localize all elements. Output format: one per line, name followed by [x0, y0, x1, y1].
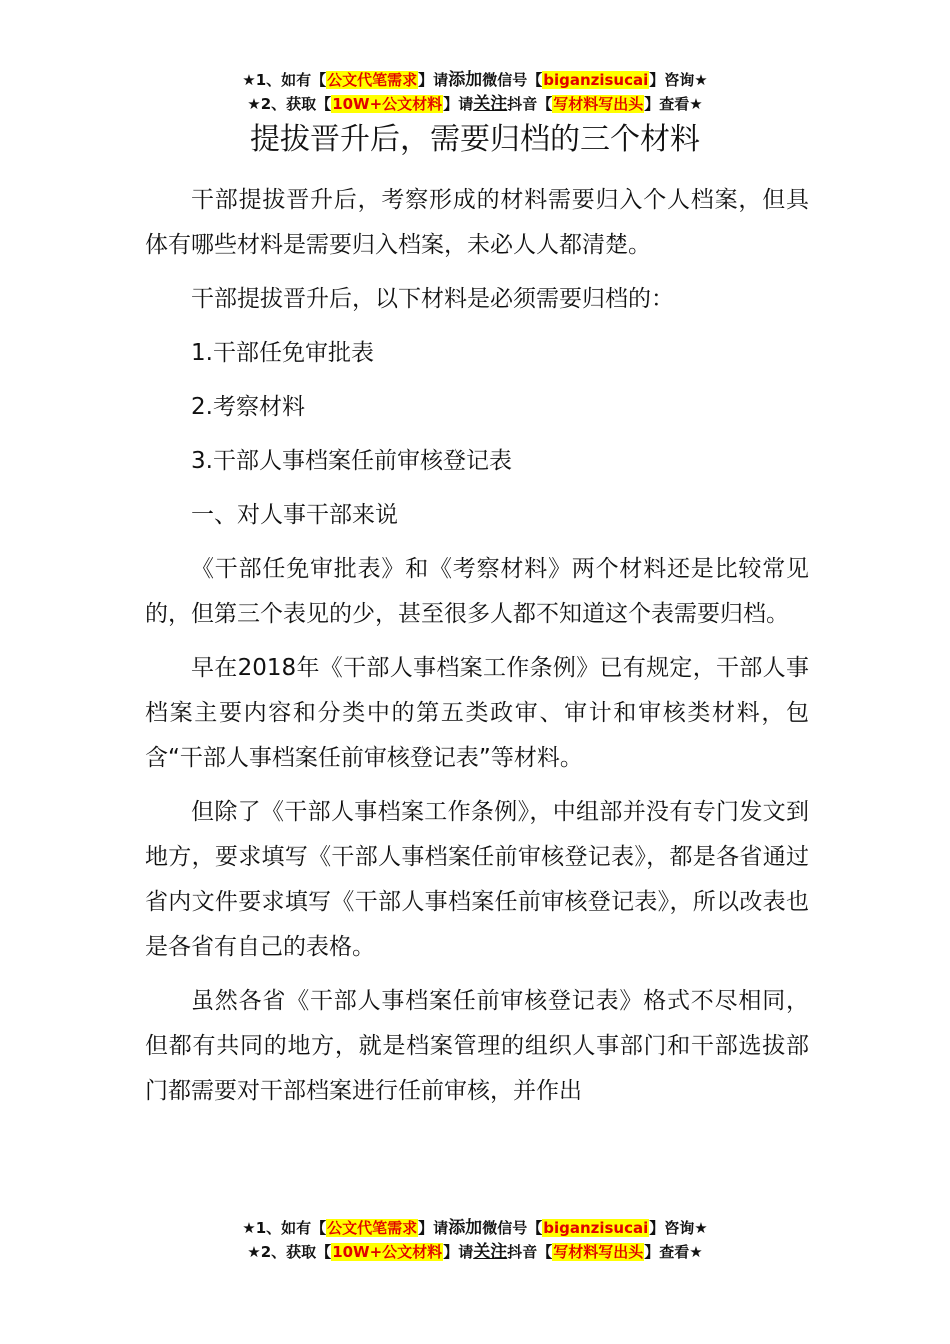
banner-highlight: 写材料写出头	[553, 1243, 644, 1261]
banner-emphasis: 添加	[448, 1218, 483, 1238]
paragraph: 干部提拔晋升后，考察形成的材料需要归入个人档案，但具体有哪些材料是需要归入档案，未必人人都清楚。	[145, 187, 809, 258]
header-banner	[0, 68, 950, 116]
banner-text: ★2、获取【	[247, 1243, 332, 1261]
banner-emphasis: 关注	[473, 1242, 508, 1262]
banner-text: 抖音【	[507, 95, 553, 113]
banner-highlight: 写材料写出头	[553, 95, 644, 113]
section-heading: 一、对人事干部来说	[191, 502, 398, 528]
paragraph: 但除了《干部人事档案工作条例》，中组部并没有专门发文到地方，要求填写《干部人事档案任前审核登记表》，都是各省通过省内文件要求填写《干部人事档案任前审核登记表》，所以改表也是各省有自己的表格。	[145, 799, 809, 960]
banner-text: 微信号【	[482, 71, 543, 89]
paragraph: 虽然各省《干部人事档案任前审核登记表》格式不尽相同，但都有共同的地方，就是档案管理的组织人事部门和干部选拔部门都需要对干部档案进行任前审核，并作出	[145, 988, 809, 1104]
banner-text: 】请	[418, 71, 449, 89]
banner-text: 微信号【	[482, 1219, 543, 1237]
banner-highlight: biganzisucai	[543, 1219, 649, 1237]
banner-line-1	[0, 1216, 950, 1240]
banner-highlight: biganzisucai	[543, 71, 649, 89]
banner-highlight: 公文代笔需求	[327, 1219, 418, 1237]
paragraph: 《干部任免审批表》和《考察材料》两个材料还是比较常见的，但第三个表见的少，甚至很多人都不知道这个表需要归档。	[145, 556, 809, 627]
list-item: 2.考察材料	[191, 394, 305, 420]
banner-text: 】请	[443, 1243, 474, 1261]
banner-emphasis: 关注	[473, 94, 508, 114]
banner-line-2	[0, 92, 950, 116]
list-item: 3.干部人事档案任前审核登记表	[191, 448, 512, 474]
banner-line-1	[0, 68, 950, 92]
banner-text: 】查看★	[644, 1243, 703, 1261]
banner-emphasis: 添加	[448, 70, 483, 90]
paragraph: 干部提拔晋升后，以下材料是必须需要归档的：	[191, 286, 674, 312]
banner-text: 】咨询★	[649, 1219, 708, 1237]
footer-banner	[0, 1216, 950, 1264]
banner-text: ★1、如有【	[242, 1219, 327, 1237]
banner-text: 】请	[418, 1219, 449, 1237]
paragraph: 早在2018年《干部人事档案工作条例》已有规定，干部人事档案主要内容和分类中的第五类政审、审计和审核类材料，包含“干部人事档案任前审核登记表”等材料。	[145, 655, 809, 771]
document-title: 提拔晋升后，需要归档的三个材料	[250, 122, 700, 157]
banner-highlight: 10W+公文材料	[332, 95, 443, 113]
list-item: 1.干部任免审批表	[191, 340, 374, 366]
banner-text: 】咨询★	[649, 71, 708, 89]
banner-highlight: 10W+公文材料	[332, 1243, 443, 1261]
banner-highlight: 公文代笔需求	[327, 71, 418, 89]
banner-line-2	[0, 1240, 950, 1264]
banner-text: 】请	[443, 95, 474, 113]
banner-text: 抖音【	[507, 1243, 553, 1261]
document-body	[145, 178, 809, 1123]
banner-text: ★1、如有【	[242, 71, 327, 89]
banner-text: 】查看★	[644, 95, 703, 113]
banner-text: ★2、获取【	[247, 95, 332, 113]
